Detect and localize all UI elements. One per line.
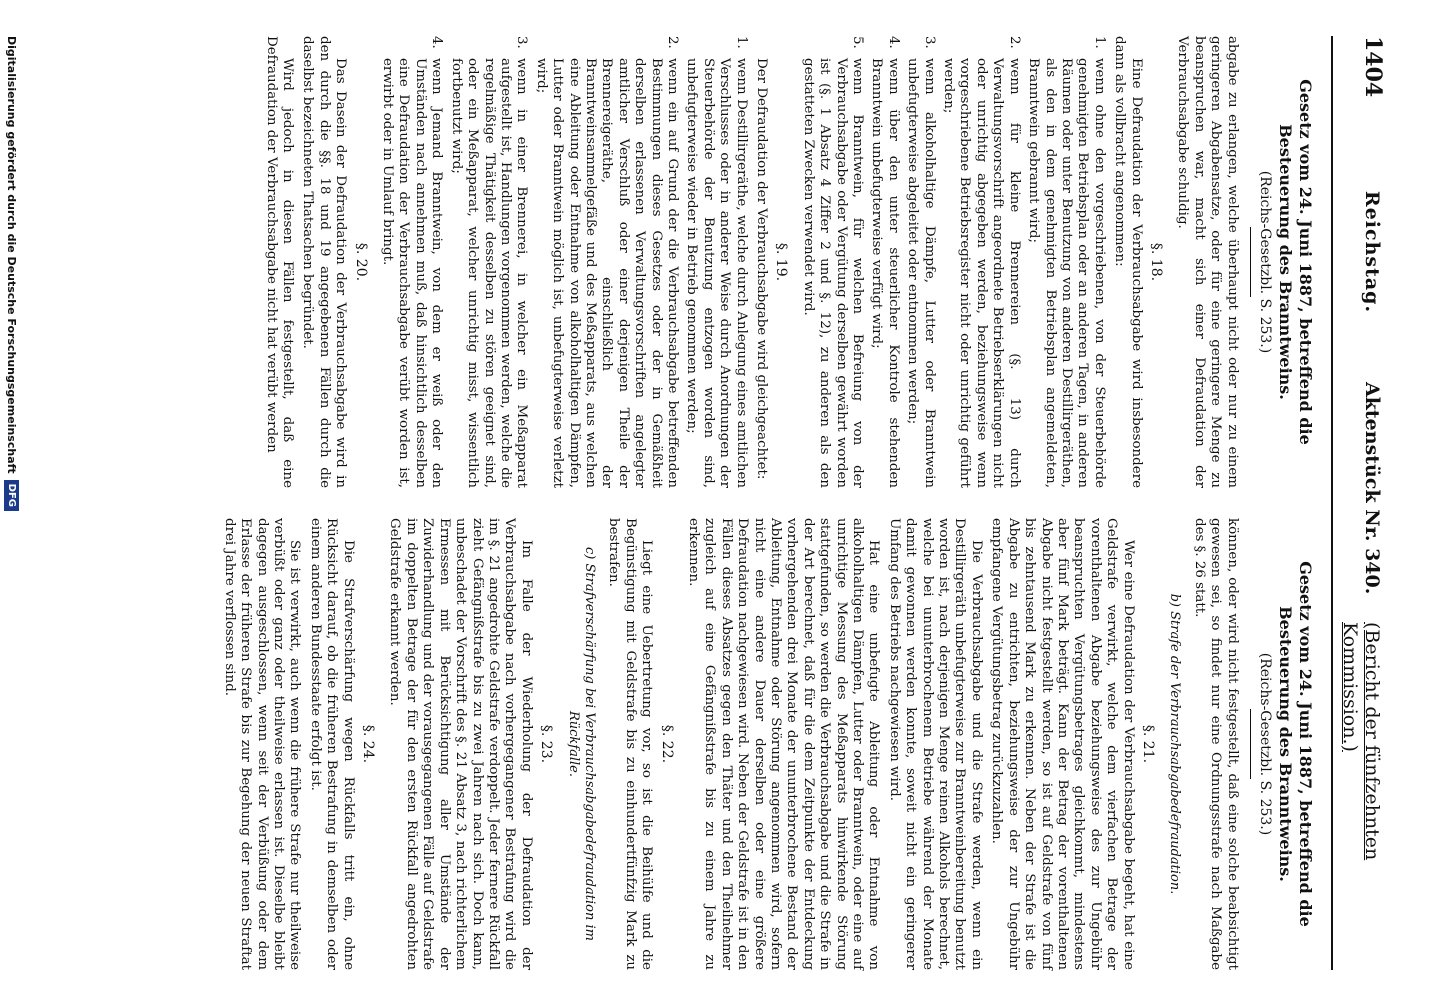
paragraph: können, oder wird nicht festgestellt, daß eine solche beabsichtigt gewesen sei, so findet nur eine Ordnungsstrafe nach Maßgabe des §. 26 statt. [1191, 518, 1240, 970]
list-item: 3. wenn in einer Brennerei, in welcher ein Meßapparat aufgestellt ist, Handlungen vorgenommen werden, welche die regelmäßige Thätigkeit desselben zu stören geeignet sind, oder ein Meßapparat, welcher unrichtig misst, wissentlich fortbenutzt wird; [448, 36, 530, 488]
list-item: 1. wenn ohne den vorgeschriebenen, von der Steuerbehörde genehmigten Betriebsplan oder an anderen Tagen, in anderen Räumen oder unter Benutzung von anderen Destillirgeräthen, als den in dem genehmigten Betriebsplan angemeldeten, Branntwein gebrannt wird; [1026, 36, 1107, 488]
digitization-credit-text: Digitalisierung gefördert durch die Deutsche Forschungsgemeinschaft [5, 36, 18, 474]
header-left: Reichstag. [1361, 190, 1383, 314]
law-reference: (Reichs-Gesetzbl. S. 253.) [1257, 170, 1273, 354]
paragraph: Die Strafverschärfung wegen Rückfalls tritt ein, ohne Rücksicht darauf, ob die früheren Bestrafung in demselben oder einem anderen Bundesstaate erfolgt ist. [307, 518, 356, 970]
left-column [216, 36, 1319, 488]
list-item: 4. wenn über den unter steuerlicher Kontrole stehenden Branntwein unbefugterweise verfügt wird; [869, 36, 901, 488]
dfg-logo: DFG [4, 480, 19, 511]
paragraph: Wird jedoch in diesen Fällen festgestellt, daß eine Defraudation der Verbrauchsabgabe nicht hat verübt werden [263, 36, 296, 488]
list-item: 5. wenn Branntwein, für welchen Befreiung von der Verbrauchsabgabe oder Vergütung derselben gewährt worden ist (§. 1 Absatz 4 Ziffer 2 und §. 12), zu anderen als den gestatteten Zwecken verwendet wird. [800, 36, 866, 488]
paragraph: Im Falle der Wiederholung der Defraudation der Verbrauchsabgabe nach vorhergegangener Bestrafung wird die im §. 21 angedrohte Geldstrafe verdoppelt. Jeder fernere Rückfall zieht Gefängnißstrafe bis zu zwei Jahren nach sich. Doch kann, unbeschadet der Vorschrift des §. 21 Absatz 3, nach richterlichem Ermessen mit Berücksichtigung aller Umstände der Zuwiderhandlung und der vorausgegangenen Fälle auf Geldstrafe im doppelten Betrage der für den ersten Rückfall angedrohten Geldstrafe erkannt werden. [387, 518, 534, 970]
subsection-heading: c) Strafverschärfung bei Verbrauchsabgabedefraudation im Rückfalle. [565, 547, 597, 941]
law-title: Gesetz vom 24. Juni 1887, betreffend die Besteuerung des Branntweins. [1276, 561, 1315, 927]
list-item: 1. wenn Destillirgeräthe, welche durch Anlegung eines amtlichen Verschlusses oder in anderer Weise durch Anordnungen der Steuerbehörde der Benutzung entzogen worden sind, unbefugterweise wieder in Betrieb genommen werden; [684, 36, 749, 488]
list-item: 4. wenn Jemand Branntwein, von dem er weiß oder den Umständen nach annehmen muß, daß hinsichtlich desselben eine Defraudation der Verbrauchsabgabe verübt worden ist, erwirbt oder in Umlauf bringt. [380, 36, 445, 488]
digitization-credit [4, 36, 19, 970]
separator-rule [1250, 709, 1251, 779]
running-head [1331, 36, 1386, 970]
paragraph: Der Defraudation der Verbrauchsabgabe wird gleichgeachtet: [754, 58, 770, 480]
list-item: 2. wenn ein auf Grund der die Verbrauchsabgabe betreffenden Bestimmungen dieses Gesetzes oder der in Gemäßheit derselben erlassenen Verwaltungsvorschriften angelegter amtlicher Verschluß oder einer derjenigen Theile der Brennereigeräthe, einschließlich der Branntweinsammelgefäße und des Meßapparats, aus welchen eine Ableitung oder Entnahme von alkoholhaltigen Dämpfen, Lutter oder Branntwein möglich ist, unbefugterweise verletzt wird; [533, 36, 680, 488]
header-center: Aktenstück Nr. 340. [1361, 382, 1383, 595]
section-heading: §. 20. [352, 242, 369, 282]
right-column [216, 518, 1319, 970]
section-heading: §. 19. [773, 242, 790, 282]
separator-rule [1250, 227, 1251, 297]
section-heading: §. 22. [658, 724, 675, 764]
list-item: 2. wenn für kleine Brennereien (§. 13) durch Verwaltungsvorschrift angeordnete Betriebserklärungen nicht oder unrichtig abgegeben werden, beziehungsweise wenn vorgeschriebene Betriebsregister nicht oder unrichtig geführt werden; [941, 36, 1022, 488]
paragraph: Hat eine unbefugte Ableitung oder Entnahme von alkoholhaltigen Dämpfen, Lutter oder Branntwein, oder eine auf unrichtige Messung des Meßapparats hinwirkende Störung stattgefunden, so werden die Verbrauchsabgabe und die Strafe in der Art berechnet, daß für die dem Zeitpunkte der Entdeckung vorhergehenden drei Monate der ununterbrochene Bestand der Ableitung, Entnahme oder Störung angenommen wird, sofern nicht eine andere Dauer derselben oder eine größere Defraudation nachgewiesen wird. Neben der Geldstrafe ist in den Fällen dieses Absatzes gegen den Thäter und den Theilnehmer zugleich auf eine Gefängnißstrafe bis zu einem Jahre zu erkennen. [686, 518, 882, 970]
law-title: Gesetz vom 24. Juni 1887, betreffend die Besteuerung des Branntweins. [1276, 79, 1315, 445]
paragraph: Sie ist verwirkt, auch wenn die frühere Strafe nur theilweise verbüßt oder ganz oder theilweise erlassen ist. Dieselbe bleibt dagegen ausgeschlossen, wenn seit der Verbüßung oder dem Erlasse der früheren Strafe bis zur Begehung der neuen Straftat drei Jahre verflossen sind. [221, 518, 303, 970]
paragraph: Das Dasein der Defraudation der Verbrauchsabgabe wird in den durch die §§. 18 und 19 angegebenen Fällen durch die daselbst bezeichneten Thatsachen begründet. [300, 36, 349, 488]
text-columns [216, 36, 1319, 970]
paragraph: Eine Defraudation der Verbrauchsabgabe wird insbesondere dann als vollbracht angenommen: [1112, 36, 1144, 488]
subsection-heading: b) Strafe der Verbrauchsabgabedefraudation. [1167, 593, 1183, 895]
paragraph: Die Verbrauchsabgabe und die Strafe werden, wenn ein Destillirgeräth unbefugterweise zur Branntweinbereitung benutzt worden ist, nach derjenigen Menge reinen Alkohols berechnet, welche bei ununterbrochenem Betriebe während der Monate damit gewonnen werden konnte, soweit nicht ein geringerer Umfang des Betriebs nachgewiesen wird. [886, 518, 984, 970]
section-heading: §. 21. [1139, 724, 1156, 764]
law-reference: (Reichs-Gesetzbl. S. 253.) [1257, 652, 1273, 836]
section-heading: §. 23. [538, 724, 555, 764]
section-heading: §. 18. [1147, 242, 1164, 282]
header-right: (Bericht der fünfzehnten Kommission.) [1339, 622, 1383, 861]
section-heading: §. 24. [360, 724, 377, 764]
paragraph: abgabe zu erlangen, welche überhaupt nicht oder nur zu einem geringeren Abgabensatze, oder für eine geringere Menge zu beanspruchen war, macht sich einer Defraudation der Verbrauchsabgabe schuldig. [1175, 36, 1240, 488]
paragraph: Wer eine Defraudation der Verbrauchsabgabe begeht, hat eine Geldstrafe verwirkt, welche dem vierfachen Betrage der vorenthaltenen Abgabe beziehungsweise des zur Ungebühr beanspruchten Vergütungsbetrages gleichkommt, mindestens aber fünf Mark beträgt. Kann der Betrag der vorenthaltenen Abgabe nicht festgestellt werden, so ist auf Geldstrafe von fünf bis zehntausend Mark zu erkennen. Neben der Strafe ist die Abgabe zu entrichten, beziehungsweise der zur Ungebühr empfangene Vergütungsbetrag zurückzuzahlen. [989, 518, 1136, 970]
list-item: 3. wenn alkoholhaltige Dämpfe, Lutter oder Branntwein unbefugterweise abgeleitet oder entnommen werden; [905, 36, 937, 488]
page-number: 1404 [1360, 36, 1386, 98]
paragraph: Liegt eine Uebertretung vor, so ist die Beihülfe und die Begünstigung mit Geldstrafe bis zu einhundertfünfzig Mark zu bestrafen. [606, 518, 655, 970]
